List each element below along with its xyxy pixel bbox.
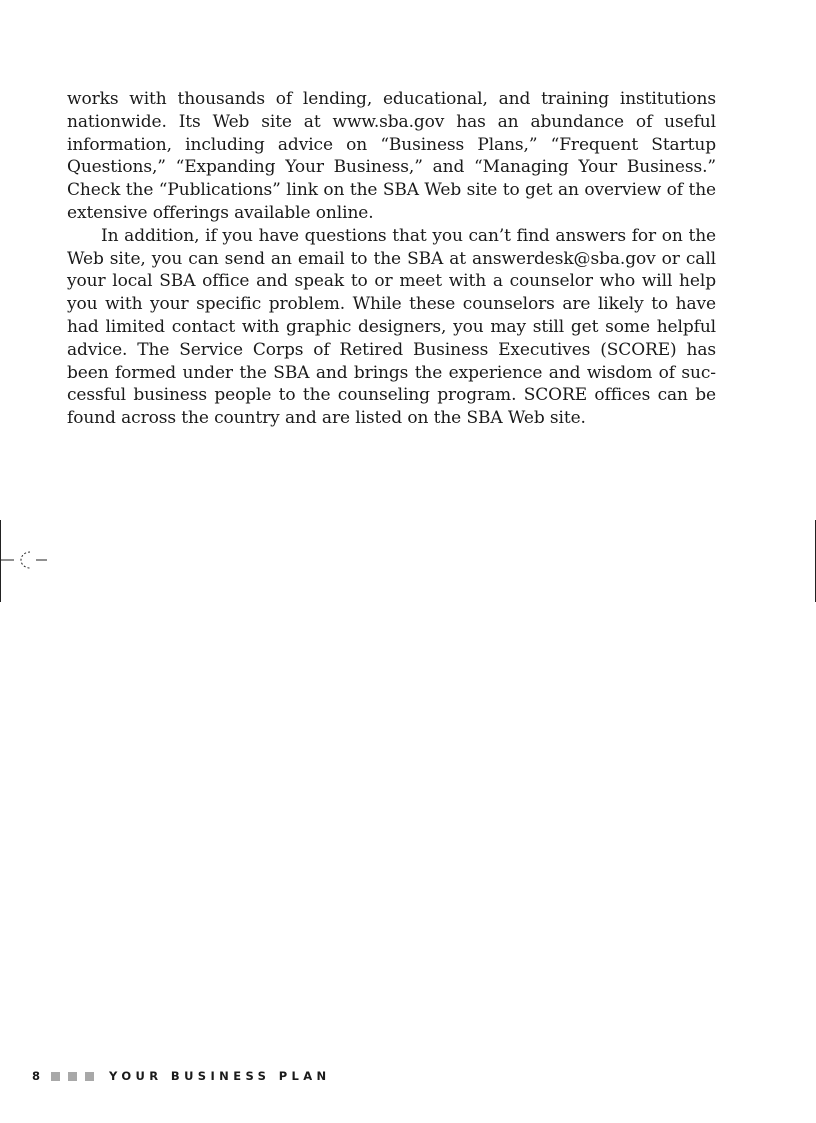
paragraph-2: In addition, if you have questions that you can’t find answers for on the Web site, you can send an email to the SBA at answerdesk@sba.gov or call your local SBA office and speak to or meet with a counselor who will help you with your specific problem. While these counselors are likely to have had limited contact with graphic designers, you may still get some helpful advice. The Service Corps of Retired Business Executives (SCORE) has been formed under the SBA and brings the experience and wisdom of successful business people to the counseling program. SCORE offices can be found across the country and are listed on the SBA Web site. (67, 225, 716, 429)
registration-mark-icon (0, 540, 60, 580)
page-footer (32, 1068, 331, 1084)
running-head: YOUR BUSINESS PLAN (109, 1069, 331, 1083)
page-number: 8 (32, 1069, 41, 1083)
square-bullet-icon (68, 1072, 77, 1081)
square-bullet-icon (51, 1072, 60, 1081)
paragraph-1: works with thousands of lending, educational, and training institutions nationwide. Its Web site at www.sba.gov has an abundance of useful information, including advice on “Business Plans,” “Frequent Startup Questions,” “Expanding Your Business,” and “Managing Your Business.” Check the “Publications” link on the SBA Web site to get an overview of the extensive offerings available online. (67, 89, 716, 223)
body-text (67, 88, 716, 430)
square-bullet-icon (85, 1072, 94, 1081)
